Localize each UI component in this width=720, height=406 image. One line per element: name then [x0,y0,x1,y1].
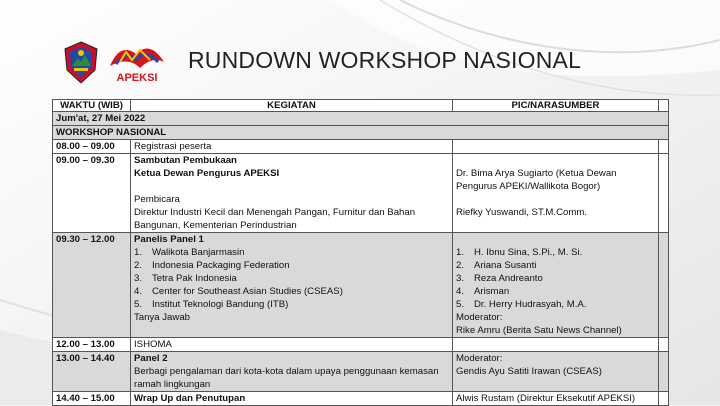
pic-speaker: Riefky Yuswandi, ST.M.Comm. [456,207,587,218]
moderator-name: Rike Amru (Berita Satu News Channel) [456,325,622,336]
moderator-label: Moderator: [456,353,503,364]
panelist-item: 3. Tetra Pak Indonesia [134,273,237,284]
row-activity [131,154,453,233]
panelist-item: 5. Institut Teknologi Bandung (ITB) [134,299,289,310]
pic-item: 1. H. Ibnu Sina, S.Pi., M. Si. [456,247,583,258]
rundown-table [52,99,669,406]
table-row [53,140,669,154]
row-pic [453,233,659,338]
spacer-cell [659,233,669,338]
pic-item: 5. Dr. Herry Hudrasyah, M.A. [456,299,587,310]
apeksi-logo-icon [106,40,168,84]
date-row [53,112,669,126]
pic-item: 2. Ariana Susanti [456,260,537,271]
section-row [53,126,669,140]
page-title: RUNDOWN WORKSHOP NASIONAL [188,47,582,73]
row-pic [453,140,659,154]
row-time: 13.00 – 14.40 [53,352,131,392]
moderator-name: Gendis Ayu Satiti Irawan (CSEAS) [456,366,602,377]
moderator-label: Moderator: [456,312,503,323]
panelist-item: 4. Center for Southeast Asian Studies (CSEAS) [134,286,343,297]
pic-item: 4. Arisman [456,286,510,297]
activity-subtitle: Ketua Dewan Pengurus APEKSI [134,168,280,179]
table-row [53,338,669,352]
table-row [53,352,669,392]
event-date: Jum'at, 27 Mei 2022 [53,112,669,126]
column-header-activity: KEGIATAN [131,100,453,112]
row-activity: ISHOMA [131,338,453,352]
spacer-cell [659,140,669,154]
row-pic [453,352,659,392]
speaker-label: Pembicara [134,194,180,205]
pic-opening: Dr. Bima Arya Sugiarto (Ketua Dewan Pengurus APEKI/Wallikota Bogor) [456,168,617,192]
row-time: 09.00 – 09.30 [53,154,131,233]
qa-session: Tanya Jawab [134,312,190,323]
panelist-item: 2. Indonesia Packaging Federation [134,260,290,271]
row-time: 14.40 – 15.00 [53,392,131,406]
pic-item: 3. Reza Andreanto [456,273,543,284]
column-header-time: WAKTU (WIB) [53,100,131,112]
spacer-cell [659,392,669,406]
speaker-description: Direktur Industri Kecil dan Menengah Pangan, Furnitur dan Bahan Bangunan, Kementerian Perindustrian [134,207,416,231]
table-row [53,233,669,338]
svg-text:APEKSI: APEKSI [116,72,158,84]
table-row [53,154,669,233]
row-time: 09.30 – 12.00 [53,233,131,338]
row-activity: Wrap Up dan Penutupan [131,392,453,406]
row-pic [453,338,659,352]
column-header-pic: PIC/NARASUMBER [453,100,659,112]
logo-group [62,40,168,84]
row-activity [131,233,453,338]
row-pic: Alwis Rustam (Direktur Eksekutif APEKSI) [453,392,659,406]
row-time: 08.00 – 09.00 [53,140,131,154]
activity-title: Panelis Panel 1 [134,234,204,245]
row-time: 12.00 – 13.00 [53,338,131,352]
row-activity [131,352,453,392]
table-row [53,392,669,406]
panelist-item: 1. Walikota Banjarmasin [134,247,245,258]
row-pic [453,154,659,233]
activity-title: Panel 2 [134,353,168,364]
activity-title: Sambutan Pembukaan [134,155,237,166]
spacer-cell [659,338,669,352]
table-header-row [53,100,669,112]
spacer-cell [659,100,669,112]
spacer-cell [659,352,669,392]
activity-description: Berbagi pengalaman dari kota-kota dalam upaya penggunaan kemasan ramah lingkungan [134,366,439,390]
row-activity: Registrasi peserta [131,140,453,154]
spacer-cell [659,154,669,233]
government-emblem-icon [62,40,100,84]
section-title: WORKSHOP NASIONAL [53,126,669,140]
